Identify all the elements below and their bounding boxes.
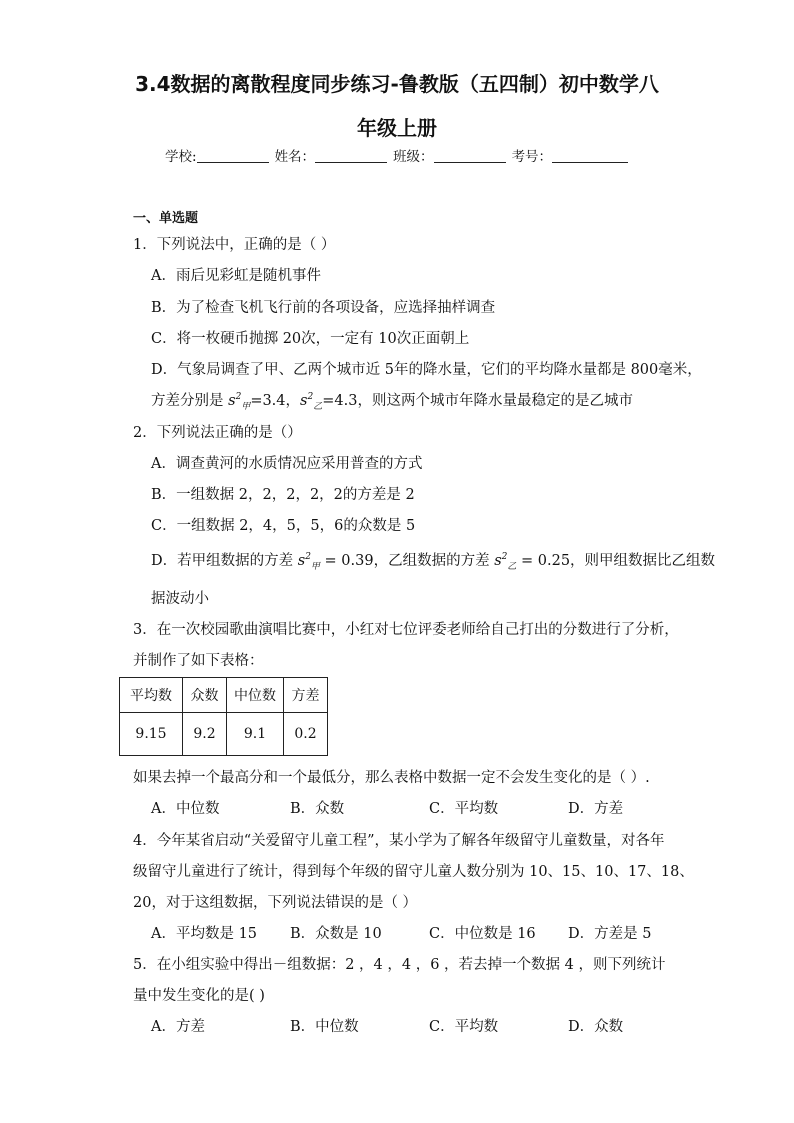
q3-option-b: B．众数 bbox=[290, 801, 345, 817]
school-label: 学校: bbox=[165, 149, 197, 165]
q2-option-b: B．一组数据 2，2，2，2，2的方差是 2 bbox=[151, 487, 415, 503]
name-label: 姓名： bbox=[274, 149, 316, 165]
doc-title-line-2: 年级上册 bbox=[357, 116, 437, 140]
exam-no-blank bbox=[552, 148, 628, 163]
q4-options bbox=[151, 922, 651, 943]
q5-stem-line2: 量中发生变化的是( ) bbox=[133, 988, 265, 1004]
q1-option-d-line1: D．气象局调查了甲、乙两个城市近 5年的降水量，它们的平均降水量都是 800毫米， bbox=[151, 362, 702, 378]
q3-option-c: C．平均数 bbox=[429, 801, 499, 817]
q2-option-a: A．调查黄河的水质情况应采用普查的方式 bbox=[151, 456, 423, 472]
q5-stem-line1: 5．在小组实验中得出－组数据：2 ，4 ，4 ，6 ，若去掉一个数据 4 ，则下列统计 bbox=[133, 957, 666, 973]
q5-option-a: A．方差 bbox=[151, 1019, 205, 1035]
class-blank bbox=[434, 148, 506, 163]
q4-option-c: C．中位数是 16 bbox=[429, 926, 536, 942]
q3-options bbox=[151, 797, 623, 818]
q5-option-c: C．平均数 bbox=[429, 1019, 499, 1035]
table-cell: 9.2 bbox=[183, 713, 227, 756]
q4-option-a: A．平均数是 15 bbox=[151, 926, 258, 942]
q1-option-a: A．雨后见彩虹是随机事件 bbox=[151, 268, 321, 284]
table-cell: 0.2 bbox=[284, 713, 328, 756]
doc-title-line-1: 3.4数据的离散程度同步练习-鲁教版（五四制）初中数学八 bbox=[135, 72, 659, 96]
q4-stem-line1: 4．今年某省启动“关爱留守儿童工程”，某小学为了解各年级留守儿童数量，对各年 bbox=[133, 833, 665, 849]
school-blank bbox=[197, 148, 269, 163]
q4-option-d: D．方差是 5 bbox=[568, 926, 652, 942]
q5-option-b: B．中位数 bbox=[290, 1019, 359, 1035]
table-header-cell: 平均数 bbox=[120, 678, 183, 713]
table-row bbox=[120, 713, 328, 756]
q5-option-d: D．众数 bbox=[568, 1019, 624, 1035]
q5-options bbox=[151, 1015, 623, 1036]
stats-table bbox=[119, 677, 328, 756]
q1-option-d-line2: 方差分别是 $s^2_甲=3.4$，$s^2_乙=4.3$，则这两个城市年降水量最稳定的是乙城市 bbox=[151, 392, 633, 412]
q3-question: 如果去掉一个最高分和一个最低分，那么表格中数据一定不会发生变化的是（ ）. bbox=[133, 770, 650, 786]
q1-option-c: C．将一枚硬币抛掷 20次，一定有 10次正面朝上 bbox=[151, 331, 470, 347]
q4-stem-line2: 级留守儿童进行了统计，得到每个年级的留守儿童人数分别为 10、15、10、17、18、 bbox=[133, 864, 694, 880]
table-header-cell: 中位数 bbox=[227, 678, 284, 713]
q4-stem-line3: 20，对于这组数据，下列说法错误的是（ ） bbox=[133, 895, 418, 911]
q1-option-b: B．为了检查飞机飞行前的各项设备，应选择抽样调查 bbox=[151, 300, 496, 316]
q4-option-b: B．众数是 10 bbox=[290, 926, 382, 942]
q2-stem: 2．下列说法正确的是（） bbox=[133, 425, 302, 441]
table-cell: 9.1 bbox=[227, 713, 284, 756]
student-info-row bbox=[165, 145, 634, 165]
name-blank bbox=[315, 148, 387, 163]
q2-option-c: C．一组数据 2，4，5，5，6的众数是 5 bbox=[151, 518, 416, 534]
class-label: 班级： bbox=[393, 149, 434, 165]
q3-option-d: D．方差 bbox=[568, 801, 624, 817]
q3-option-a: A．中位数 bbox=[151, 801, 220, 817]
table-header-cell: 众数 bbox=[183, 678, 227, 713]
q2-option-d-line2: 据波动小 bbox=[151, 591, 209, 607]
q2-option-d-line1: D．若甲组数据的方差 $s^2_甲 = 0.39$，乙组数据的方差 $s^2_乙 = 0.25$，则甲组数据比乙组数 bbox=[151, 552, 716, 572]
table-header-row bbox=[120, 678, 328, 713]
q3-stem-line2: 并制作了如下表格： bbox=[133, 653, 264, 669]
table-header-cell: 方差 bbox=[284, 678, 328, 713]
exam-no-label: 考号： bbox=[511, 149, 553, 165]
table-cell: 9.15 bbox=[120, 713, 183, 756]
q3-stem-line1: 3．在一次校园歌曲演唱比赛中，小红对七位评委老师给自己打出的分数进行了分析， bbox=[133, 622, 679, 638]
q1-stem: 1．下列说法中，正确的是（ ） bbox=[133, 237, 336, 253]
section-heading: 一、单选题 bbox=[133, 211, 199, 226]
